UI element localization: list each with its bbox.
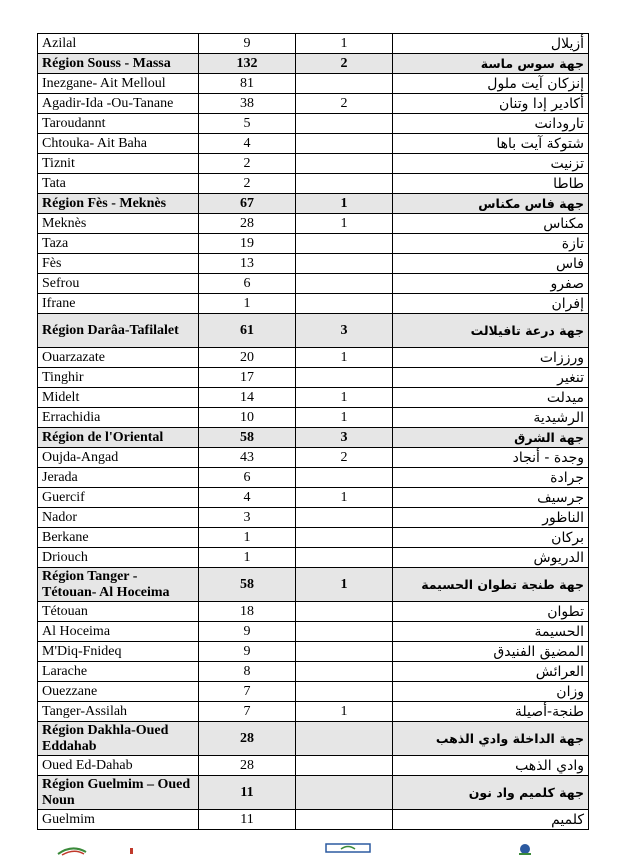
province-name-ar: مكناس [393, 214, 589, 234]
province-name-fr: Tétouan [38, 602, 199, 622]
table-row [38, 154, 589, 174]
table-row [38, 34, 589, 54]
count-cell: 9 [199, 34, 296, 54]
secondary-count-cell: 3 [296, 314, 393, 348]
table-row [38, 756, 589, 776]
table-row [38, 662, 589, 682]
province-name-fr: M'Diq-Fnideq [38, 642, 199, 662]
secondary-count-cell: 1 [296, 34, 393, 54]
province-name-fr: Guercif [38, 488, 199, 508]
province-name-ar: تزنيت [393, 154, 589, 174]
province-name-fr: Agadir-Ida -Ou-Tanane [38, 94, 199, 114]
secondary-count-cell [296, 114, 393, 134]
table-row [38, 682, 589, 702]
table-row [38, 702, 589, 722]
province-name-fr: Oujda-Angad [38, 448, 199, 468]
table-row [38, 388, 589, 408]
count-cell: 6 [199, 468, 296, 488]
region-name-ar: جهة الداخلة وادي الذهب [393, 722, 589, 756]
province-name-ar: كلميم [393, 810, 589, 830]
secondary-count-cell [296, 134, 393, 154]
secondary-count-cell [296, 254, 393, 274]
count-cell: 61 [199, 314, 296, 348]
province-name-ar: طاطا [393, 174, 589, 194]
secondary-count-cell [296, 662, 393, 682]
blue-banner-logo-icon [325, 841, 371, 853]
secondary-count-cell [296, 368, 393, 388]
table-row [38, 114, 589, 134]
count-cell: 28 [199, 214, 296, 234]
table-row [38, 174, 589, 194]
table-row [38, 622, 589, 642]
province-name-ar: تطوان [393, 602, 589, 622]
province-name-fr: Ouezzane [38, 682, 199, 702]
region-row [38, 568, 589, 602]
count-cell: 58 [199, 568, 296, 602]
province-name-fr: Tata [38, 174, 199, 194]
province-name-ar: جرسيف [393, 488, 589, 508]
secondary-count-cell [296, 274, 393, 294]
region-name-fr: Région Darâa-Tafilalet [38, 314, 199, 348]
table-row [38, 448, 589, 468]
table-row [38, 94, 589, 114]
secondary-count-cell: 1 [296, 194, 393, 214]
count-cell: 18 [199, 602, 296, 622]
footer-logos [0, 838, 635, 856]
secondary-count-cell [296, 756, 393, 776]
province-name-fr: Al Hoceima [38, 622, 199, 642]
secondary-count-cell [296, 622, 393, 642]
count-cell: 11 [199, 776, 296, 810]
province-name-ar: الرشيدية [393, 408, 589, 428]
table-row [38, 488, 589, 508]
secondary-count-cell [296, 810, 393, 830]
count-cell: 13 [199, 254, 296, 274]
province-name-fr: Ifrane [38, 294, 199, 314]
region-name-fr: Région Guelmim – Oued Noun [38, 776, 199, 810]
table-row [38, 368, 589, 388]
region-name-fr: Région de l'Oriental [38, 428, 199, 448]
province-name-fr: Jerada [38, 468, 199, 488]
count-cell: 81 [199, 74, 296, 94]
table-row [38, 408, 589, 428]
secondary-count-cell: 1 [296, 488, 393, 508]
count-cell: 9 [199, 622, 296, 642]
region-name-ar: جهة درعة تافيلالت [393, 314, 589, 348]
count-cell: 5 [199, 114, 296, 134]
table-body [38, 34, 589, 830]
table-row [38, 134, 589, 154]
secondary-count-cell: 2 [296, 54, 393, 74]
region-name-fr: Région Fès - Meknès [38, 194, 199, 214]
province-name-fr: Chtouka- Ait Baha [38, 134, 199, 154]
region-row [38, 428, 589, 448]
secondary-count-cell: 1 [296, 702, 393, 722]
secondary-count-cell: 1 [296, 388, 393, 408]
count-cell: 38 [199, 94, 296, 114]
province-name-fr: Taroudannt [38, 114, 199, 134]
count-cell: 8 [199, 662, 296, 682]
secondary-count-cell [296, 682, 393, 702]
province-name-fr: Driouch [38, 548, 199, 568]
province-name-ar: تازة [393, 234, 589, 254]
province-name-fr: Azilal [38, 34, 199, 54]
province-name-ar: تارودانت [393, 114, 589, 134]
table-row [38, 468, 589, 488]
count-cell: 7 [199, 702, 296, 722]
count-cell: 19 [199, 234, 296, 254]
province-name-ar: الحسيمة [393, 622, 589, 642]
statistics-table [37, 33, 589, 830]
province-name-fr: Berkane [38, 528, 199, 548]
table-row [38, 214, 589, 234]
secondary-count-cell: 1 [296, 214, 393, 234]
table-row [38, 810, 589, 830]
province-name-ar: طنجة-أصيلة [393, 702, 589, 722]
secondary-count-cell: 2 [296, 448, 393, 468]
secondary-count-cell [296, 548, 393, 568]
province-name-ar: أكادير إدا وتنان [393, 94, 589, 114]
region-row [38, 54, 589, 74]
count-cell: 3 [199, 508, 296, 528]
region-name-ar: جهة الشرق [393, 428, 589, 448]
province-name-fr: Tanger-Assilah [38, 702, 199, 722]
region-name-ar: جهة طنجة تطوان الحسيمة [393, 568, 589, 602]
table-row [38, 548, 589, 568]
province-name-ar: وادي الذهب [393, 756, 589, 776]
table-row [38, 602, 589, 622]
table-row [38, 528, 589, 548]
secondary-count-cell [296, 528, 393, 548]
secondary-count-cell: 1 [296, 408, 393, 428]
count-cell: 28 [199, 756, 296, 776]
province-name-fr: Errachidia [38, 408, 199, 428]
province-name-fr: Meknès [38, 214, 199, 234]
province-name-ar: صفرو [393, 274, 589, 294]
secondary-count-cell [296, 722, 393, 756]
table-row [38, 274, 589, 294]
secondary-count-cell [296, 776, 393, 810]
region-row [38, 776, 589, 810]
secondary-count-cell [296, 174, 393, 194]
count-cell: 58 [199, 428, 296, 448]
count-cell: 11 [199, 810, 296, 830]
province-name-ar: تنغير [393, 368, 589, 388]
province-name-fr: Tinghir [38, 368, 199, 388]
province-name-fr: Taza [38, 234, 199, 254]
table-row [38, 254, 589, 274]
province-name-ar: فاس [393, 254, 589, 274]
table-row [38, 234, 589, 254]
province-name-fr: Nador [38, 508, 199, 528]
province-name-ar: أزيلال [393, 34, 589, 54]
province-name-ar: ورززات [393, 348, 589, 368]
region-name-ar: جهة كلميم واد نون [393, 776, 589, 810]
secondary-count-cell: 1 [296, 348, 393, 368]
count-cell: 20 [199, 348, 296, 368]
region-row [38, 314, 589, 348]
secondary-count-cell: 2 [296, 94, 393, 114]
province-name-ar: إفران [393, 294, 589, 314]
province-name-fr: Sefrou [38, 274, 199, 294]
secondary-count-cell [296, 642, 393, 662]
province-name-fr: Ouarzazate [38, 348, 199, 368]
province-name-ar: ميدلت [393, 388, 589, 408]
table-row [38, 348, 589, 368]
province-name-ar: الناظور [393, 508, 589, 528]
region-row [38, 194, 589, 214]
secondary-count-cell: 3 [296, 428, 393, 448]
region-row [38, 722, 589, 756]
secondary-count-cell [296, 234, 393, 254]
count-cell: 132 [199, 54, 296, 74]
region-name-fr: Région Dakhla-Oued Eddahab [38, 722, 199, 756]
table-row [38, 294, 589, 314]
count-cell: 4 [199, 134, 296, 154]
province-name-fr: Larache [38, 662, 199, 682]
province-name-fr: Midelt [38, 388, 199, 408]
secondary-count-cell [296, 602, 393, 622]
count-cell: 28 [199, 722, 296, 756]
province-name-fr: Guelmim [38, 810, 199, 830]
count-cell: 6 [199, 274, 296, 294]
province-name-ar: جرادة [393, 468, 589, 488]
region-name-ar: جهة سوس ماسة [393, 54, 589, 74]
region-name-ar: جهة فاس مكناس [393, 194, 589, 214]
count-cell: 10 [199, 408, 296, 428]
province-name-ar: إنزكان آيت ملول [393, 74, 589, 94]
blue-dot-logo-icon [516, 843, 534, 856]
table-row [38, 74, 589, 94]
secondary-count-cell [296, 468, 393, 488]
province-name-fr: Fès [38, 254, 199, 274]
secondary-count-cell [296, 74, 393, 94]
region-name-fr: Région Tanger - Tétouan- Al Hoceima [38, 568, 199, 602]
count-cell: 1 [199, 548, 296, 568]
province-name-ar: وزان [393, 682, 589, 702]
count-cell: 17 [199, 368, 296, 388]
count-cell: 2 [199, 154, 296, 174]
secondary-count-cell [296, 294, 393, 314]
count-cell: 1 [199, 528, 296, 548]
secondary-count-cell [296, 508, 393, 528]
table-row [38, 642, 589, 662]
province-name-fr: Inezgane- Ait Melloul [38, 74, 199, 94]
region-name-fr: Région Souss - Massa [38, 54, 199, 74]
count-cell: 4 [199, 488, 296, 508]
table-row [38, 508, 589, 528]
province-name-ar: بركان [393, 528, 589, 548]
province-name-ar: الدريوش [393, 548, 589, 568]
province-name-ar: المضيق الفنيدق [393, 642, 589, 662]
count-cell: 2 [199, 174, 296, 194]
secondary-count-cell [296, 154, 393, 174]
secondary-count-cell: 1 [296, 568, 393, 602]
count-cell: 14 [199, 388, 296, 408]
green-flag-logo-icon [52, 842, 138, 856]
province-name-ar: شتوكة آيت باها [393, 134, 589, 154]
count-cell: 1 [199, 294, 296, 314]
province-name-ar: العرائش [393, 662, 589, 682]
province-name-fr: Tiznit [38, 154, 199, 174]
province-name-ar: وجدة - أنجاد [393, 448, 589, 468]
count-cell: 9 [199, 642, 296, 662]
count-cell: 7 [199, 682, 296, 702]
province-name-fr: Oued Ed-Dahab [38, 756, 199, 776]
count-cell: 67 [199, 194, 296, 214]
count-cell: 43 [199, 448, 296, 468]
